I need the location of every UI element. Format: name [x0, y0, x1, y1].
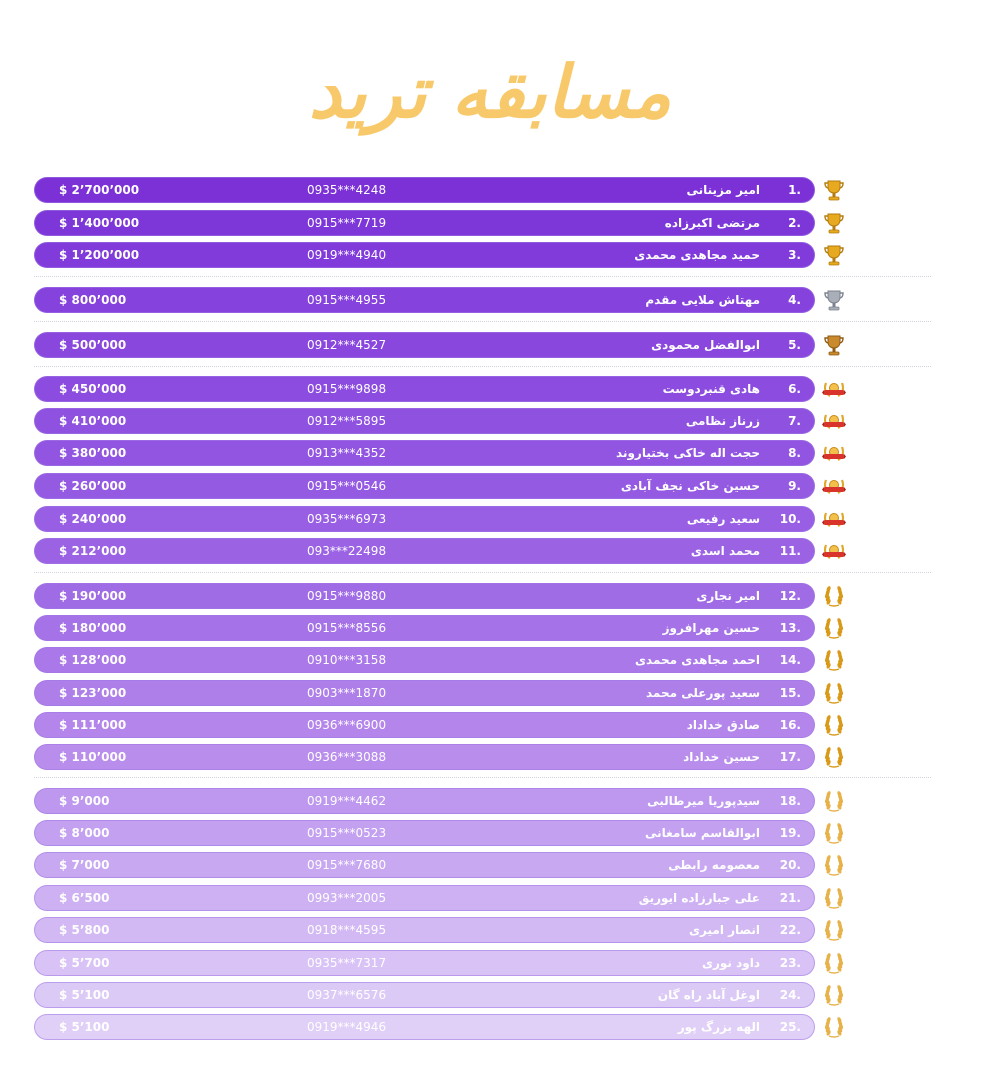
- trader-name: سعید رفیعی: [686, 512, 760, 526]
- leaderboard-row: [34, 376, 815, 402]
- rank-number: 10.: [779, 512, 801, 526]
- prize-amount: $ 380’000: [59, 446, 127, 460]
- phone-number: 0919***4462: [307, 794, 387, 808]
- rank-number: 12.: [779, 589, 801, 603]
- rank-number: 17.: [779, 750, 801, 764]
- group-divider: [34, 572, 931, 573]
- prize-amount: $ 450’000: [59, 382, 127, 396]
- leaderboard-row: [34, 917, 815, 943]
- trader-name: محمد اسدی: [690, 544, 760, 558]
- leaderboard-row: [34, 440, 815, 466]
- rank-number: 3.: [788, 248, 801, 262]
- prize-amount: $ 180’000: [59, 621, 127, 635]
- laurel-ribbon-icon: [821, 506, 847, 532]
- prize-amount: $ 9’000: [59, 794, 110, 808]
- prize-amount: $ 7’000: [59, 858, 110, 872]
- phone-number: 0935***7317: [307, 956, 387, 970]
- trader-name: اوغل آباد راه گان: [657, 988, 760, 1002]
- leaderboard-row: [34, 473, 815, 499]
- rank-number: 18.: [779, 794, 801, 808]
- laurel-light-icon: [821, 820, 847, 846]
- trader-name: حسین خداداد: [683, 750, 760, 764]
- trader-name: انصار امیری: [689, 923, 760, 937]
- rank-number: 2.: [788, 216, 801, 230]
- trader-name: داود نوری: [701, 956, 760, 970]
- prize-amount: $ 110’000: [59, 750, 127, 764]
- trader-name: حسین مهرافروز: [662, 621, 760, 635]
- rank-number: 15.: [779, 686, 801, 700]
- rank-number: 8.: [788, 446, 801, 460]
- prize-amount: $ 212’000: [59, 544, 127, 558]
- rank-number: 20.: [779, 858, 801, 872]
- trader-name: حمید مجاهدی محمدی: [634, 248, 760, 262]
- rank-number: 14.: [779, 653, 801, 667]
- phone-number: 0915***4955: [307, 293, 387, 307]
- laurel-gold-icon: [821, 615, 847, 641]
- rank-number: 9.: [788, 479, 801, 493]
- phone-number: 0915***9880: [307, 589, 387, 603]
- leaderboard-row: [34, 982, 815, 1008]
- leaderboard-row: [34, 332, 815, 358]
- laurel-ribbon-icon: [821, 473, 847, 499]
- prize-amount: $ 5’800: [59, 923, 110, 937]
- trader-name: سیدپوریا میرطالبی: [647, 794, 760, 808]
- rank-number: 13.: [779, 621, 801, 635]
- prize-amount: $ 5’100: [59, 1020, 110, 1034]
- prize-amount: $ 410’000: [59, 414, 127, 428]
- trader-name: زرناز نظامی: [685, 414, 760, 428]
- leaderboard-row: [34, 852, 815, 878]
- phone-number: 0935***6973: [307, 512, 387, 526]
- laurel-gold-icon: [821, 647, 847, 673]
- phone-number: 0918***4595: [307, 923, 387, 937]
- prize-amount: $ 2’700’000: [59, 183, 140, 197]
- rank-number: 19.: [779, 826, 801, 840]
- leaderboard-row: [34, 1014, 815, 1040]
- trader-name: هادی قنبردوست: [662, 382, 760, 396]
- trader-name: صادق خداداد: [686, 718, 760, 732]
- leaderboard-row: [34, 820, 815, 846]
- trader-name: ابوالقاسم سامغانی: [645, 826, 760, 840]
- laurel-light-icon: [821, 917, 847, 943]
- prize-amount: $ 190’000: [59, 589, 127, 603]
- prize-amount: $ 6’500: [59, 891, 110, 905]
- prize-amount: $ 5’700: [59, 956, 110, 970]
- trader-name: الهه بزرگ پور: [677, 1020, 760, 1034]
- laurel-light-icon: [821, 788, 847, 814]
- rank-number: 21.: [779, 891, 801, 905]
- phone-number: 0915***7680: [307, 858, 387, 872]
- phone-number: 0993***2005: [307, 891, 387, 905]
- rank-number: 1.: [788, 183, 801, 197]
- phone-number: 0915***8556: [307, 621, 387, 635]
- prize-amount: $ 260’000: [59, 479, 127, 493]
- phone-number: 0915***9898: [307, 382, 387, 396]
- laurel-light-icon: [821, 885, 847, 911]
- leaderboard-row: [34, 177, 815, 203]
- leaderboard-row: [34, 242, 815, 268]
- laurel-gold-icon: [821, 712, 847, 738]
- prize-amount: $ 1’200’000: [59, 248, 140, 262]
- leaderboard-row: [34, 287, 815, 313]
- trader-name: حسین خاکی نجف آبادی: [620, 479, 760, 493]
- phone-number: 0915***0523: [307, 826, 387, 840]
- rank-number: 22.: [779, 923, 801, 937]
- laurel-ribbon-icon: [821, 440, 847, 466]
- trader-name: سعید پورعلی محمد: [646, 686, 760, 700]
- rank-number: 5.: [788, 338, 801, 352]
- laurel-ribbon-icon: [821, 538, 847, 564]
- rank-number: 7.: [788, 414, 801, 428]
- trader-name: امیر مزینانی: [686, 183, 760, 197]
- laurel-light-icon: [821, 1014, 847, 1040]
- laurel-light-icon: [821, 982, 847, 1008]
- phone-number: 093***22498: [307, 544, 387, 558]
- group-divider: [34, 777, 931, 778]
- leaderboard-row: [34, 210, 815, 236]
- leaderboard-row: [34, 647, 815, 673]
- laurel-gold-icon: [821, 583, 847, 609]
- phone-number: 0912***4527: [307, 338, 387, 352]
- prize-amount: $ 123’000: [59, 686, 127, 700]
- group-divider: [34, 276, 931, 277]
- phone-number: 0915***7719: [307, 216, 387, 230]
- laurel-ribbon-icon: [821, 376, 847, 402]
- rank-number: 4.: [788, 293, 801, 307]
- phone-number: 0912***5895: [307, 414, 387, 428]
- phone-number: 0936***6900: [307, 718, 387, 732]
- phone-number: 0935***4248: [307, 183, 387, 197]
- leaderboard-row: [34, 680, 815, 706]
- phone-number: 0919***4940: [307, 248, 387, 262]
- trader-name: امیر نجاری: [696, 589, 760, 603]
- group-divider: [34, 321, 931, 322]
- trader-name: علی جبارزاده ایوریق: [638, 891, 760, 905]
- prize-amount: $ 5’100: [59, 988, 110, 1002]
- leaderboard-row: [34, 408, 815, 434]
- prize-amount: $ 1’400’000: [59, 216, 140, 230]
- rank-number: 23.: [779, 956, 801, 970]
- prize-amount: $ 128’000: [59, 653, 127, 667]
- phone-number: 0903***1870: [307, 686, 387, 700]
- phone-number: 0913***4352: [307, 446, 387, 460]
- rank-number: 11.: [779, 544, 801, 558]
- page-title: مسابقه ترید: [308, 49, 672, 134]
- prize-amount: $ 111’000: [59, 718, 127, 732]
- rank-number: 6.: [788, 382, 801, 396]
- leaderboard-row: [34, 615, 815, 641]
- leaderboard-row: [34, 788, 815, 814]
- trader-name: مرتضی اکبرزاده: [664, 216, 760, 230]
- prize-amount: $ 500’000: [59, 338, 127, 352]
- trophy-gold-icon: [821, 177, 847, 203]
- laurel-light-icon: [821, 852, 847, 878]
- prize-amount: $ 8’000: [59, 826, 110, 840]
- phone-number: 0937***6576: [307, 988, 387, 1002]
- trader-name: ابوالفضل محمودی: [651, 338, 760, 352]
- prize-amount: $ 240’000: [59, 512, 127, 526]
- rank-number: 16.: [779, 718, 801, 732]
- laurel-gold-icon: [821, 680, 847, 706]
- phone-number: 0919***4946: [307, 1020, 387, 1034]
- leaderboard-row: [34, 506, 815, 532]
- trader-name: حجت اله خاکی بختیاروند: [616, 446, 760, 460]
- leaderboard-row: [34, 712, 815, 738]
- phone-number: 0936***3088: [307, 750, 387, 764]
- phone-number: 0915***0546: [307, 479, 387, 493]
- trader-name: معصومه رابطی: [668, 858, 760, 872]
- leaderboard-row: [34, 583, 815, 609]
- leaderboard-row: [34, 885, 815, 911]
- laurel-light-icon: [821, 950, 847, 976]
- group-divider: [34, 366, 931, 367]
- trader-name: مهتاش ملایی مقدم: [645, 293, 760, 307]
- laurel-ribbon-icon: [821, 408, 847, 434]
- rank-number: 25.: [779, 1020, 801, 1034]
- leaderboard-row: [34, 744, 815, 770]
- leaderboard-row: [34, 950, 815, 976]
- prize-amount: $ 800’000: [59, 293, 127, 307]
- trophy-silver-icon: [821, 287, 847, 313]
- laurel-gold-icon: [821, 744, 847, 770]
- trophy-gold-icon: [821, 242, 847, 268]
- trophy-bronze-icon: [821, 332, 847, 358]
- rank-number: 24.: [779, 988, 801, 1002]
- trader-name: احمد مجاهدی محمدی: [635, 653, 760, 667]
- phone-number: 0910***3158: [307, 653, 387, 667]
- leaderboard-row: [34, 538, 815, 564]
- trophy-gold-icon: [821, 210, 847, 236]
